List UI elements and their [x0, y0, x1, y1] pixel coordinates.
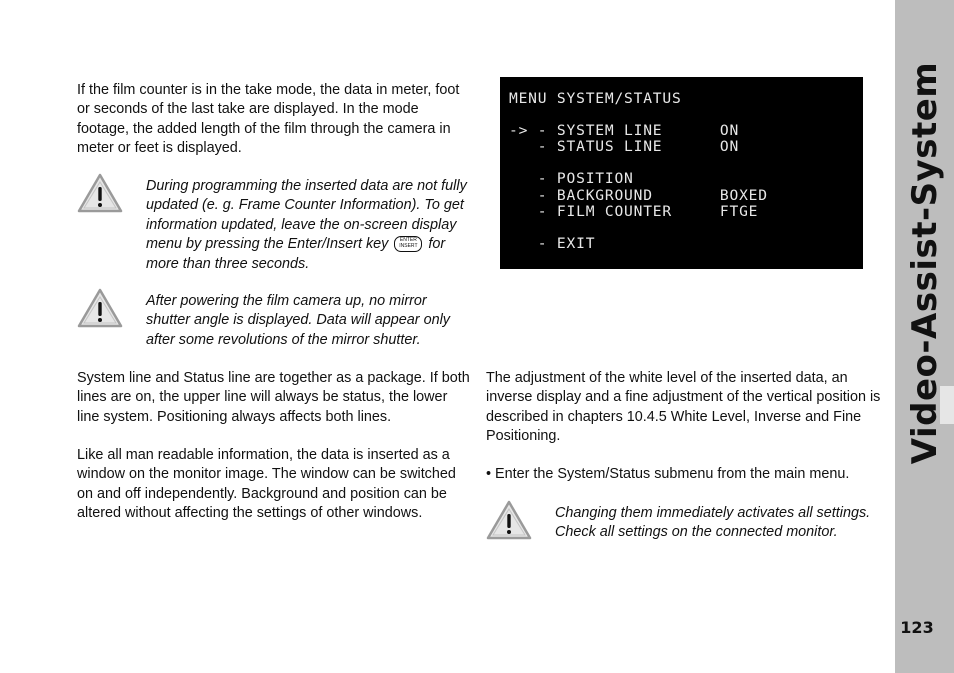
enter-insert-key-icon: ENTER INSERT	[394, 236, 422, 252]
note-settings: Changing them immediately activates all settings. Check all settings on the connected monitor.	[555, 505, 871, 541]
paragraph-window-info: Like all man readable information, the data is inserted as a window on the monitor image. The window can be switched on and off independently. Background and position can be altered without affecting the settings of other windows.	[77, 447, 456, 522]
menu-screen	[500, 77, 863, 269]
bullet-enter-submenu: • Enter the System/Status submenu from the main menu.	[486, 466, 850, 482]
menu-screen-text: MENU SYSTEM/STATUS -> - SYSTEM LINE ON - STATUS LINE ON - POSITION - BACKGROUND BOXED - FILM COUNTER FTGE - EXIT	[509, 90, 768, 252]
paragraph-white-level: The adjustment of the white level of the inserted data, an inverse display and a fine adjustment of the vertical position is described in chapters 10.4.5 White Level, Inverse and Fine Positioning.	[486, 370, 881, 445]
note-programming: During programming the inserted data are not fully updated (e. g. Frame Counter Information). To get information updated, leave the on-screen display menu by pressing the Enter/Insert key ENTER INSERT for more than three seconds.	[146, 178, 467, 272]
page-number: 123	[900, 618, 934, 637]
warning-icon	[485, 499, 533, 541]
warning-icon	[76, 287, 124, 329]
note-mirror-shutter: After powering the film camera up, no mirror shutter angle is displayed. Data will appear only after some revolutions of the mirror shutter.	[146, 293, 450, 348]
warning-icon	[76, 172, 124, 214]
paragraph-film-counter: If the film counter is in the take mode, the data in meter, foot or seconds of the last take are displayed. In the mode footage, the added length of the film through the camera in meter or feet is displayed.	[77, 82, 460, 157]
paragraph-system-status-lines: System line and Status line are together as a package. If both lines are on, the upper line will always be status, the lower line system. Positioning always affects both lines.	[77, 370, 470, 425]
